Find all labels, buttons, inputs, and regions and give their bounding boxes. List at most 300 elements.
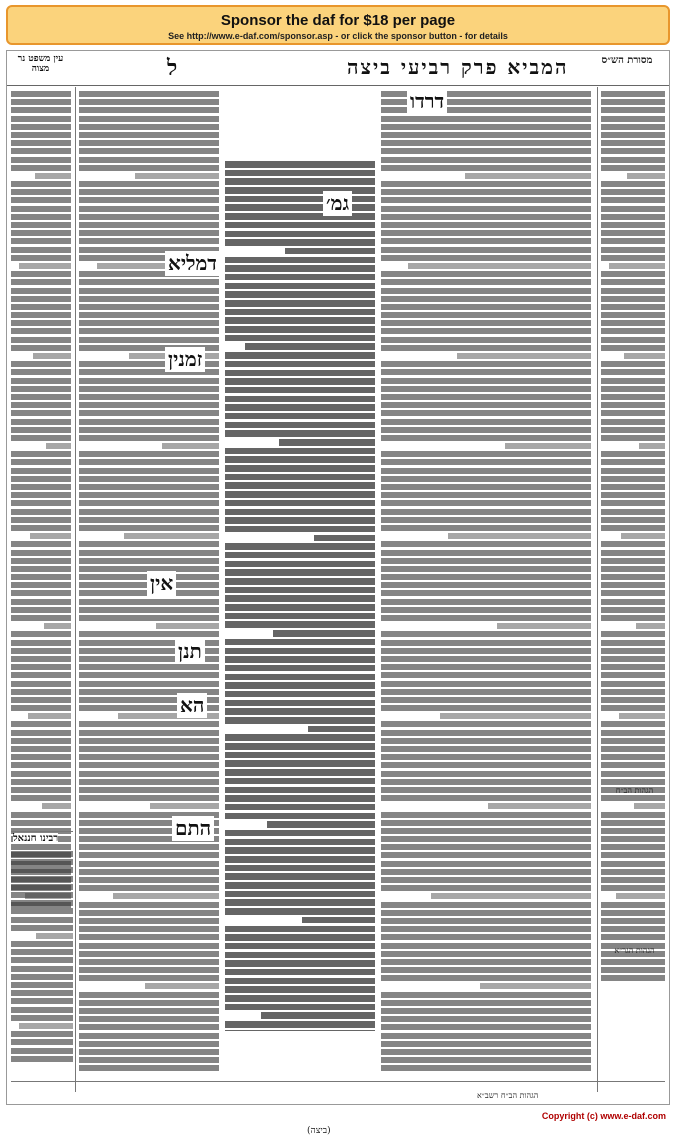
- text-line: [79, 517, 219, 523]
- text-line: [601, 419, 665, 425]
- text-line: [79, 746, 219, 752]
- text-line: [225, 1021, 375, 1028]
- text-line: [601, 222, 665, 228]
- text-line: [225, 899, 375, 906]
- masoret-column: [601, 91, 665, 991]
- text-line: [601, 148, 665, 154]
- text-line: [33, 353, 71, 359]
- text-line: [261, 1012, 375, 1019]
- text-line: [381, 419, 591, 425]
- text-line: [79, 288, 219, 294]
- text-line: [79, 681, 219, 687]
- text-line: [79, 844, 219, 850]
- text-line: [381, 328, 591, 334]
- text-line: [225, 587, 375, 594]
- text-line: [11, 320, 71, 326]
- text-line: [601, 582, 665, 588]
- text-line: [601, 681, 665, 687]
- text-line: [79, 279, 219, 285]
- hagahot-hagra-label: הגהות הגר״א: [614, 946, 655, 955]
- text-line: [601, 484, 665, 490]
- hagahot-habach-label: הגהות הב״ח: [615, 786, 654, 795]
- text-line: [381, 721, 591, 727]
- text-line: [601, 394, 665, 400]
- text-line: [381, 230, 591, 236]
- text-line: [381, 279, 591, 285]
- text-line: [225, 370, 375, 377]
- rabbeinu-chananel-title: רבינו חננאל: [13, 833, 59, 844]
- text-line: [225, 474, 375, 481]
- text-line: [11, 140, 71, 146]
- text-line: [150, 803, 219, 809]
- text-line: [225, 969, 375, 976]
- text-line: [601, 590, 665, 596]
- text-line: [11, 165, 71, 171]
- text-line: [225, 743, 375, 750]
- text-line: [42, 803, 71, 809]
- text-line: [601, 410, 665, 416]
- text-line: [381, 402, 591, 408]
- text-line: [225, 509, 375, 516]
- text-line: [225, 839, 375, 846]
- text-line: [381, 902, 591, 908]
- text-line: [79, 959, 219, 965]
- text-line: [225, 482, 375, 489]
- text-line: [601, 771, 665, 777]
- text-line: [79, 312, 219, 318]
- text-line: [601, 369, 665, 375]
- text-line: [381, 222, 591, 228]
- text-line: [381, 820, 591, 826]
- text-line: [601, 869, 665, 875]
- rabbeinu-chananel-text: [11, 851, 73, 1071]
- text-line: [601, 345, 665, 351]
- text-line: [79, 599, 219, 605]
- text-line: [11, 312, 71, 318]
- text-line: [11, 1015, 73, 1021]
- text-line: [225, 500, 375, 507]
- text-line: [79, 771, 219, 777]
- text-line: [225, 926, 375, 933]
- text-line: [79, 402, 219, 408]
- text-line: [11, 990, 73, 996]
- text-line: [381, 132, 591, 138]
- text-line: [11, 500, 71, 506]
- text-line: [381, 1008, 591, 1014]
- text-line: [225, 1030, 375, 1031]
- text-line: [30, 533, 71, 539]
- text-line: [381, 1057, 591, 1063]
- text-line: [11, 132, 71, 138]
- text-line: [225, 309, 375, 316]
- text-line: [79, 1016, 219, 1022]
- text-line: [11, 640, 71, 646]
- text-line: [79, 934, 219, 940]
- text-line: [225, 335, 375, 342]
- text-line: [381, 509, 591, 515]
- text-line: [11, 1048, 73, 1054]
- text-line: [601, 902, 665, 908]
- text-line: [381, 255, 591, 261]
- text-line: [381, 566, 591, 572]
- text-line: [11, 189, 71, 195]
- text-line: [381, 558, 591, 564]
- text-line: [381, 525, 591, 531]
- text-line: [601, 91, 665, 97]
- text-line: [601, 746, 665, 752]
- text-line: [381, 656, 591, 662]
- gemara-column: [225, 161, 375, 1031]
- text-line: [381, 640, 591, 646]
- text-line: [225, 995, 375, 1002]
- text-line: [225, 378, 375, 385]
- text-line: [480, 983, 591, 989]
- text-line: [225, 882, 375, 889]
- text-line: [601, 828, 665, 834]
- text-line: [601, 967, 665, 973]
- text-line: [79, 877, 219, 883]
- text-line: [245, 343, 376, 350]
- text-line: [381, 918, 591, 924]
- text-line: [79, 99, 219, 105]
- text-line: [225, 352, 375, 359]
- text-line: [225, 734, 375, 741]
- text-line: [381, 320, 591, 326]
- text-line: [381, 959, 591, 965]
- text-line: [381, 926, 591, 932]
- text-line: [79, 852, 219, 858]
- text-line: [225, 960, 375, 967]
- text-line: [381, 1033, 591, 1039]
- text-line: [601, 500, 665, 506]
- text-line: [601, 107, 665, 113]
- text-line: [79, 869, 219, 875]
- text-line: [381, 116, 591, 122]
- ein-mishpat-column: [11, 91, 71, 911]
- text-line: [601, 754, 665, 760]
- text-line: [381, 148, 591, 154]
- footer-divider: [11, 1081, 665, 1082]
- text-line: [79, 1000, 219, 1006]
- text-line: [11, 230, 71, 236]
- text-line: [497, 623, 592, 629]
- text-line: [79, 328, 219, 334]
- copyright-link[interactable]: Copyright (c) www.e-daf.com: [541, 1111, 666, 1121]
- text-line: [225, 717, 375, 724]
- text-line: [79, 967, 219, 973]
- text-line: [381, 484, 591, 490]
- text-line: [381, 541, 591, 547]
- text-line: [601, 312, 665, 318]
- text-line: [285, 248, 375, 255]
- text-line: [381, 394, 591, 400]
- text-line: [11, 721, 71, 727]
- text-line: [381, 975, 591, 981]
- text-line: [79, 615, 219, 621]
- text-line: [381, 468, 591, 474]
- text-line: [601, 435, 665, 441]
- text-line: [225, 170, 375, 177]
- text-line: [225, 1004, 375, 1011]
- text-line: [156, 623, 219, 629]
- text-line: [488, 803, 591, 809]
- text-line: [381, 345, 591, 351]
- opening-word: דרדו: [407, 89, 447, 114]
- text-line: [11, 738, 71, 744]
- text-line: [11, 345, 71, 351]
- text-line: [11, 197, 71, 203]
- text-line: [381, 124, 591, 130]
- text-line: [79, 754, 219, 760]
- text-line: [225, 813, 375, 820]
- text-line: [79, 885, 219, 891]
- text-line: [11, 590, 71, 596]
- text-line: [11, 402, 71, 408]
- text-line: [381, 378, 591, 384]
- text-line: [381, 451, 591, 457]
- text-line: [381, 181, 591, 187]
- text-line: [381, 1041, 591, 1047]
- text-line: [627, 173, 665, 179]
- text-line: [79, 492, 219, 498]
- text-line: [381, 836, 591, 842]
- text-line: [11, 148, 71, 154]
- text-line: [79, 918, 219, 924]
- text-line: [11, 271, 71, 277]
- text-line: [11, 787, 71, 793]
- text-line: [601, 648, 665, 654]
- text-line: [601, 836, 665, 842]
- text-line: [11, 689, 71, 695]
- ein-word: אין: [147, 571, 176, 596]
- text-line: [11, 361, 71, 367]
- text-line: [601, 337, 665, 343]
- text-line: [302, 917, 376, 924]
- text-line: [381, 951, 591, 957]
- sponsor-title: Sponsor the daf for $18 per page: [220, 12, 456, 29]
- text-line: [11, 238, 71, 244]
- text-line: [225, 578, 375, 585]
- text-line: [225, 257, 375, 264]
- text-line: [79, 304, 219, 310]
- text-line: [381, 165, 591, 171]
- text-line: [79, 1065, 219, 1071]
- text-line: [35, 173, 71, 179]
- text-line: [225, 265, 375, 272]
- text-line: [11, 851, 73, 857]
- text-line: [225, 621, 375, 628]
- text-line: [601, 378, 665, 384]
- text-line: [79, 435, 219, 441]
- ein-mishpat-label: עין משפט נר מצוה: [17, 54, 64, 74]
- text-line: [225, 856, 375, 863]
- text-line: [601, 959, 665, 965]
- text-line: [601, 812, 665, 818]
- text-line: [381, 459, 591, 465]
- text-line: [79, 525, 219, 531]
- text-line: [11, 99, 71, 105]
- text-line: [267, 821, 375, 828]
- text-line: [381, 238, 591, 244]
- text-line: [601, 181, 665, 187]
- text-line: [11, 795, 71, 801]
- text-line: [601, 640, 665, 646]
- text-line: [601, 721, 665, 727]
- text-line: [601, 975, 665, 981]
- text-line: [11, 656, 71, 662]
- text-line: [11, 328, 71, 334]
- text-line: [225, 283, 375, 290]
- text-line: [381, 550, 591, 556]
- text-line: [79, 378, 219, 384]
- text-line: [381, 1000, 591, 1006]
- text-line: [601, 631, 665, 637]
- text-line: [381, 681, 591, 687]
- text-line: [381, 271, 591, 277]
- text-line: [601, 607, 665, 613]
- text-line: [79, 238, 219, 244]
- text-line: [79, 1033, 219, 1039]
- text-line: [381, 697, 591, 703]
- text-line: [11, 1031, 73, 1037]
- text-line: [601, 525, 665, 531]
- folio-number: ל: [167, 55, 178, 81]
- text-line: [225, 491, 375, 498]
- text-line: [225, 752, 375, 759]
- text-line: [225, 604, 375, 611]
- text-line: [11, 181, 71, 187]
- text-line: [11, 574, 71, 580]
- text-line: [273, 630, 375, 637]
- text-line: [225, 196, 375, 203]
- text-line: [79, 124, 219, 130]
- text-line: [601, 124, 665, 130]
- text-line: [381, 754, 591, 760]
- text-line: [79, 779, 219, 785]
- text-line: [79, 1024, 219, 1030]
- text-line: [601, 566, 665, 572]
- zimnin-word: זמנין: [165, 347, 205, 372]
- text-line: [601, 730, 665, 736]
- text-line: [601, 934, 665, 940]
- text-line: [601, 320, 665, 326]
- text-line: [505, 443, 591, 449]
- text-line: [11, 900, 73, 906]
- text-line: [225, 830, 375, 837]
- text-line: [381, 689, 591, 695]
- text-line: [381, 574, 591, 580]
- text-line: [601, 271, 665, 277]
- text-line: [79, 1041, 219, 1047]
- text-line: [79, 943, 219, 949]
- text-line: [381, 337, 591, 343]
- text-line: [601, 459, 665, 465]
- text-line: [314, 535, 376, 542]
- text-line: [79, 181, 219, 187]
- text-line: [381, 672, 591, 678]
- text-line: [601, 885, 665, 891]
- text-line: [11, 844, 71, 850]
- sponsor-subtitle: See http://www.e-daf.com/sponsor.asp - or click the sponsor button - for details: [168, 31, 508, 41]
- text-line: [225, 804, 375, 811]
- text-line: [601, 779, 665, 785]
- text-line: [145, 983, 219, 989]
- text-line: [601, 468, 665, 474]
- text-line: [79, 787, 219, 793]
- text-line: [11, 705, 71, 711]
- text-line: [619, 713, 665, 719]
- text-line: [11, 304, 71, 310]
- text-line: [601, 762, 665, 768]
- text-line: [381, 1065, 591, 1071]
- text-line: [11, 982, 73, 988]
- text-line: [79, 410, 219, 416]
- text-line: [636, 623, 665, 629]
- text-line: [113, 893, 219, 899]
- text-line: [11, 631, 71, 637]
- text-line: [601, 615, 665, 621]
- text-line: [381, 705, 591, 711]
- text-line: [79, 861, 219, 867]
- text-line: [601, 165, 665, 171]
- text-line: [225, 361, 375, 368]
- sponsor-banner[interactable]: [6, 5, 670, 45]
- text-line: [79, 1057, 219, 1063]
- page-title: המביא פרק רביעי ביצה: [347, 55, 569, 79]
- text-line: [381, 664, 591, 670]
- header-rule: [7, 85, 669, 86]
- text-line: [279, 439, 375, 446]
- text-line: [381, 517, 591, 523]
- text-line: [381, 730, 591, 736]
- text-line: [601, 288, 665, 294]
- text-line: [11, 484, 71, 490]
- text-line: [381, 582, 591, 588]
- text-line: [621, 533, 665, 539]
- text-line: [601, 247, 665, 253]
- text-line: [381, 812, 591, 818]
- text-line: [11, 876, 73, 882]
- text-line: [225, 778, 375, 785]
- text-line: [381, 312, 591, 318]
- text-line: [225, 639, 375, 646]
- text-line: [601, 197, 665, 203]
- text-line: [225, 795, 375, 802]
- text-line: [601, 599, 665, 605]
- text-line: [11, 779, 71, 785]
- text-line: [79, 975, 219, 981]
- text-line: [225, 204, 375, 211]
- text-line: [11, 378, 71, 384]
- text-line: [162, 443, 219, 449]
- text-line: [601, 574, 665, 580]
- text-line: [601, 476, 665, 482]
- text-line: [381, 861, 591, 867]
- text-line: [11, 998, 73, 1004]
- hagahot-footer: הגהות הב״ח רשב״א: [477, 1091, 539, 1100]
- text-line: [79, 672, 219, 678]
- text-line: [11, 762, 71, 768]
- text-line: [11, 468, 71, 474]
- text-line: [381, 197, 591, 203]
- text-line: [601, 451, 665, 457]
- text-line: [79, 476, 219, 482]
- text-line: [381, 476, 591, 482]
- text-line: [79, 320, 219, 326]
- text-line: [11, 550, 71, 556]
- text-line: [601, 738, 665, 744]
- text-line: [11, 974, 73, 980]
